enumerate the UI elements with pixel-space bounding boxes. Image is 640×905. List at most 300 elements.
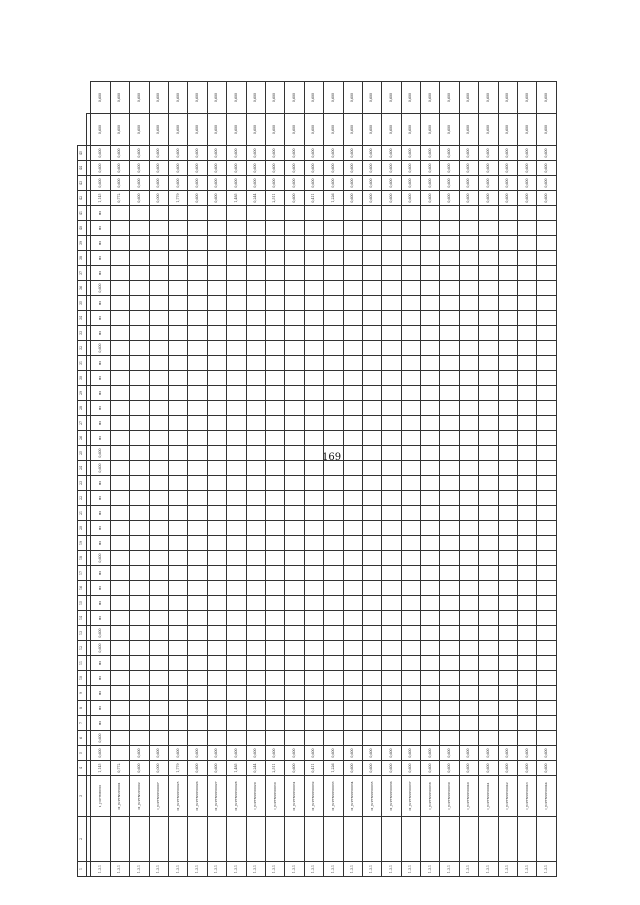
value-cell: [304, 506, 323, 521]
value-cell: [188, 506, 207, 521]
value-cell: [324, 341, 343, 356]
description-cell: [265, 817, 284, 862]
value-cell: [227, 251, 246, 266]
row-number-cell: 1.3.1: [362, 862, 381, 877]
value-cell: [518, 731, 537, 746]
value-cell: [265, 236, 284, 251]
value-cell: [498, 581, 517, 596]
value-cell: [343, 536, 362, 551]
value-cell: [324, 701, 343, 716]
value-cell: [382, 326, 401, 341]
value-cell: [149, 701, 168, 716]
value-cell: 0,600: [285, 82, 304, 114]
value-cell: 0,600: [188, 161, 207, 176]
value-cell: [401, 611, 420, 626]
value-cell: [324, 686, 343, 701]
value-cell: [110, 476, 129, 491]
value-cell: 0,600: [246, 146, 265, 161]
value-cell: нз: [91, 311, 110, 326]
value-cell: [130, 251, 149, 266]
value-cell: [285, 281, 304, 296]
value-cell: [304, 596, 323, 611]
value-cell: [207, 686, 226, 701]
value-cell: 0,600: [498, 161, 517, 176]
value-cell: 0,600: [479, 82, 498, 114]
value-cell: [537, 716, 557, 731]
value-cell: [110, 416, 129, 431]
value-cell: [401, 581, 420, 596]
value-cell: [207, 551, 226, 566]
value-cell: [130, 386, 149, 401]
code-cell: M_JtrPTNUP00033: [324, 776, 343, 817]
code-cell: I_JtrPTNUP00041: [479, 776, 498, 817]
value-cell: [149, 506, 168, 521]
value-cell: [518, 596, 537, 611]
value-cell: 0,600: [518, 146, 537, 161]
value-cell: [169, 506, 188, 521]
value-cell: [246, 521, 265, 536]
row-number-cell: 1.3.1: [188, 862, 207, 877]
value-cell: [382, 386, 401, 401]
description-cell: [227, 817, 246, 862]
value-cell: [324, 401, 343, 416]
value-cell: [537, 656, 557, 671]
value-cell: [440, 251, 459, 266]
value-cell: [324, 281, 343, 296]
value-cell: [479, 461, 498, 476]
value-cell: [169, 326, 188, 341]
value-cell: [188, 431, 207, 446]
page-number: 169: [322, 452, 342, 463]
value-cell: [188, 566, 207, 581]
value-cell: [401, 701, 420, 716]
value-cell: [207, 386, 226, 401]
value-cell: [479, 296, 498, 311]
value-cell: 0,600: [518, 191, 537, 206]
value-cell: [362, 251, 381, 266]
value-cell: [304, 461, 323, 476]
column-header-32: 32: [78, 341, 87, 356]
value-cell: [324, 611, 343, 626]
value-cell: [207, 611, 226, 626]
value-cell: 0,600: [537, 161, 557, 176]
value-cell: [265, 221, 284, 236]
value-cell: [440, 671, 459, 686]
column-header-30: 30: [78, 371, 87, 386]
value-cell: [421, 446, 440, 461]
column-header-14: 14: [78, 611, 87, 626]
value-cell: [324, 266, 343, 281]
value-cell: [421, 416, 440, 431]
value-cell: [382, 251, 401, 266]
value-cell: [246, 296, 265, 311]
value-cell: [518, 581, 537, 596]
value-cell: [401, 401, 420, 416]
value-cell: [382, 656, 401, 671]
value-cell: [362, 341, 381, 356]
value-cell: [440, 491, 459, 506]
value-cell: [362, 656, 381, 671]
value-cell: [382, 416, 401, 431]
value-cell: [188, 671, 207, 686]
value-cell: [459, 251, 478, 266]
value-cell: 0,600: [459, 114, 478, 146]
value-cell: 0,000: [149, 761, 168, 776]
value-cell: [518, 641, 537, 656]
value-cell: [188, 386, 207, 401]
value-cell: [518, 266, 537, 281]
description-cell: [130, 817, 149, 862]
value-cell: [343, 551, 362, 566]
value-cell: [343, 296, 362, 311]
value-cell: [130, 431, 149, 446]
value-cell: [343, 221, 362, 236]
value-cell: [401, 656, 420, 671]
value-cell: [479, 551, 498, 566]
value-cell: [265, 581, 284, 596]
value-cell: [149, 461, 168, 476]
value-cell: [421, 716, 440, 731]
value-cell: нз: [91, 476, 110, 491]
value-cell: [518, 281, 537, 296]
value-cell: [401, 251, 420, 266]
value-cell: [246, 371, 265, 386]
value-cell: [265, 686, 284, 701]
column-header-27: 27: [78, 416, 87, 431]
value-cell: [459, 476, 478, 491]
value-cell: [440, 356, 459, 371]
value-cell: [498, 611, 517, 626]
value-cell: [285, 371, 304, 386]
value-cell: [440, 611, 459, 626]
value-cell: [324, 431, 343, 446]
value-cell: [265, 356, 284, 371]
value-cell: [207, 476, 226, 491]
value-cell: [459, 416, 478, 431]
value-cell: 0,600: [149, 82, 168, 114]
value-cell: [537, 311, 557, 326]
value-cell: [227, 296, 246, 311]
value-cell: 0,600: [498, 176, 517, 191]
value-cell: 0,600: [479, 761, 498, 776]
value-cell: [518, 341, 537, 356]
value-cell: 0,600: [382, 191, 401, 206]
value-cell: [188, 491, 207, 506]
value-cell: [421, 401, 440, 416]
value-cell: [246, 236, 265, 251]
value-cell: [343, 491, 362, 506]
code-cell: M_JtrPTNUP00035: [362, 776, 381, 817]
value-cell: [169, 401, 188, 416]
value-cell: [401, 686, 420, 701]
value-cell: 0,600: [304, 146, 323, 161]
value-cell: [246, 686, 265, 701]
value-cell: 0,600: [479, 146, 498, 161]
value-cell: [537, 491, 557, 506]
value-cell: [188, 461, 207, 476]
value-cell: [401, 356, 420, 371]
value-cell: [498, 371, 517, 386]
value-cell: [498, 431, 517, 446]
value-cell: [537, 581, 557, 596]
value-cell: [440, 626, 459, 641]
description-cell: [285, 817, 304, 862]
value-cell: [343, 461, 362, 476]
description-cell: [440, 817, 459, 862]
value-cell: [110, 716, 129, 731]
value-cell: [382, 536, 401, 551]
value-cell: [110, 686, 129, 701]
value-cell: [440, 641, 459, 656]
value-cell: [537, 281, 557, 296]
value-cell: [479, 566, 498, 581]
value-cell: [421, 491, 440, 506]
value-cell: [130, 206, 149, 221]
column-header-28: 28: [78, 401, 87, 416]
value-cell: 0,600: [130, 176, 149, 191]
value-cell: [149, 671, 168, 686]
value-cell: [304, 431, 323, 446]
value-cell: 0,600: [401, 114, 420, 146]
value-cell: [169, 431, 188, 446]
value-cell: 0,600: [91, 161, 110, 176]
value-cell: [207, 206, 226, 221]
value-cell: [324, 386, 343, 401]
value-cell: [227, 356, 246, 371]
value-cell: [285, 476, 304, 491]
value-cell: [246, 581, 265, 596]
value-cell: [421, 221, 440, 236]
value-cell: [421, 506, 440, 521]
value-cell: 0,600: [362, 114, 381, 146]
value-cell: [304, 221, 323, 236]
description-cell: [382, 817, 401, 862]
value-cell: [537, 446, 557, 461]
code-cell: M_JtrPTNUP00032: [304, 776, 323, 817]
value-cell: [518, 536, 537, 551]
code-cell: M_JtrPTNUP00037: [401, 776, 420, 817]
value-cell: [401, 311, 420, 326]
value-cell: [285, 386, 304, 401]
value-cell: [498, 266, 517, 281]
value-cell: [169, 566, 188, 581]
value-cell: [246, 551, 265, 566]
value-cell: [324, 671, 343, 686]
value-cell: [498, 341, 517, 356]
value-cell: [110, 521, 129, 536]
value-cell: [537, 266, 557, 281]
value-cell: [304, 386, 323, 401]
value-cell: [324, 551, 343, 566]
value-cell: [401, 386, 420, 401]
value-cell: [421, 521, 440, 536]
value-cell: [382, 341, 401, 356]
value-cell: 0,600: [285, 114, 304, 146]
value-cell: [498, 461, 517, 476]
value-cell: [324, 236, 343, 251]
value-cell: 0,600: [169, 746, 188, 761]
value-cell: [149, 716, 168, 731]
value-cell: 0,600: [440, 82, 459, 114]
value-cell: 0,411: [304, 761, 323, 776]
value-cell: [518, 701, 537, 716]
value-cell: [207, 251, 226, 266]
value-cell: нз: [91, 581, 110, 596]
value-cell: [188, 716, 207, 731]
value-cell: [401, 731, 420, 746]
value-cell: [149, 206, 168, 221]
value-cell: [207, 491, 226, 506]
value-cell: [362, 551, 381, 566]
value-cell: [343, 311, 362, 326]
value-cell: [440, 236, 459, 251]
value-cell: [188, 311, 207, 326]
value-cell: [149, 686, 168, 701]
value-cell: нз: [91, 701, 110, 716]
value-cell: [265, 731, 284, 746]
value-cell: [227, 491, 246, 506]
value-cell: 0,600: [518, 746, 537, 761]
row-number-cell: 1.3.1: [537, 862, 557, 877]
value-cell: [130, 521, 149, 536]
value-cell: 1,485: [227, 761, 246, 776]
value-cell: 0,600: [343, 761, 362, 776]
value-cell: [440, 341, 459, 356]
value-cell: [440, 686, 459, 701]
value-cell: [169, 296, 188, 311]
value-cell: 0,600: [149, 114, 168, 146]
value-cell: 0,600: [207, 146, 226, 161]
value-cell: [246, 461, 265, 476]
value-cell: [324, 581, 343, 596]
value-cell: 0,411: [304, 191, 323, 206]
value-cell: [188, 221, 207, 236]
value-cell: [537, 251, 557, 266]
value-cell: [110, 656, 129, 671]
value-cell: [227, 686, 246, 701]
value-cell: [110, 731, 129, 746]
value-cell: [265, 716, 284, 731]
value-cell: 1,226: [324, 761, 343, 776]
value-cell: [518, 431, 537, 446]
value-cell: 0,600: [246, 746, 265, 761]
value-cell: [110, 266, 129, 281]
value-cell: 0,600: [401, 761, 420, 776]
table-row: [343, 82, 362, 877]
table-row: [440, 82, 459, 877]
value-cell: [518, 686, 537, 701]
value-cell: [110, 581, 129, 596]
value-cell: [285, 521, 304, 536]
value-cell: [518, 356, 537, 371]
value-cell: 0,000: [149, 191, 168, 206]
description-cell: [343, 817, 362, 862]
value-cell: [459, 491, 478, 506]
value-cell: [421, 476, 440, 491]
value-cell: 0,600: [91, 176, 110, 191]
value-cell: [498, 446, 517, 461]
value-cell: 0,600: [401, 176, 420, 191]
value-cell: 0,600: [188, 746, 207, 761]
value-cell: [479, 521, 498, 536]
value-cell: [246, 356, 265, 371]
value-cell: 0,600: [149, 146, 168, 161]
table-row: [401, 82, 420, 877]
value-cell: [459, 266, 478, 281]
value-cell: [537, 431, 557, 446]
column-header-3: 3: [78, 776, 87, 817]
value-cell: [362, 221, 381, 236]
code-cell: I_JtrPTNUP00043: [518, 776, 537, 817]
value-cell: 0,600: [537, 176, 557, 191]
value-cell: 0,600: [382, 82, 401, 114]
value-cell: [169, 476, 188, 491]
value-cell: [227, 701, 246, 716]
value-cell: [401, 446, 420, 461]
value-cell: [285, 266, 304, 281]
value-cell: 0,600: [498, 82, 517, 114]
value-cell: [362, 236, 381, 251]
description-cell: [304, 817, 323, 862]
value-cell: 0,600: [285, 146, 304, 161]
value-cell: [246, 566, 265, 581]
value-cell: нз: [91, 371, 110, 386]
row-number-cell: 1.3.1: [479, 862, 498, 877]
value-cell: [110, 296, 129, 311]
value-cell: [169, 731, 188, 746]
value-cell: [130, 461, 149, 476]
value-cell: [537, 641, 557, 656]
value-cell: 0,600: [479, 114, 498, 146]
value-cell: [149, 566, 168, 581]
value-cell: [324, 326, 343, 341]
value-cell: [537, 356, 557, 371]
value-cell: [459, 506, 478, 521]
value-cell: 0,600: [421, 761, 440, 776]
value-cell: 0,600: [91, 341, 110, 356]
value-cell: [110, 386, 129, 401]
value-cell: [227, 206, 246, 221]
value-cell: [324, 461, 343, 476]
value-cell: [498, 476, 517, 491]
value-cell: 0,600: [304, 82, 323, 114]
value-cell: [324, 521, 343, 536]
row-number-cell: 1.3.1: [498, 862, 517, 877]
code-cell: I_JtrPTNUP00040: [459, 776, 478, 817]
value-cell: [537, 611, 557, 626]
value-cell: [459, 731, 478, 746]
value-cell: [207, 221, 226, 236]
value-cell: [537, 371, 557, 386]
value-cell: [362, 581, 381, 596]
value-cell: [110, 206, 129, 221]
value-cell: нз: [91, 656, 110, 671]
value-cell: [362, 266, 381, 281]
column-header-20: 20: [78, 521, 87, 536]
value-cell: [421, 266, 440, 281]
value-cell: [479, 641, 498, 656]
value-cell: [285, 701, 304, 716]
value-cell: [149, 386, 168, 401]
value-cell: [246, 641, 265, 656]
value-cell: [362, 626, 381, 641]
value-cell: [498, 236, 517, 251]
value-cell: [479, 206, 498, 221]
value-cell: [421, 596, 440, 611]
value-cell: [498, 386, 517, 401]
value-cell: [324, 206, 343, 221]
value-cell: [304, 326, 323, 341]
